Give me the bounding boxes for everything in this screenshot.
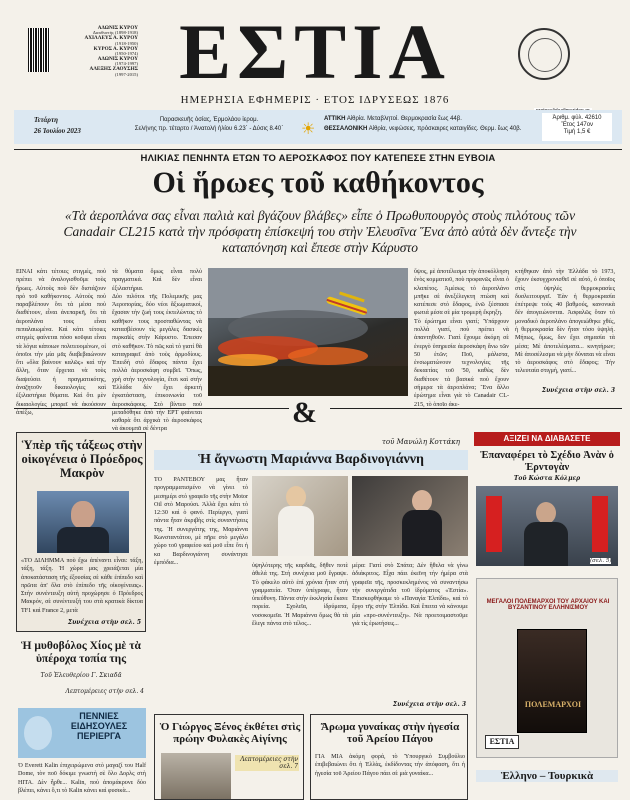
erdogan-title[interactable]: Ἐπαναφέρει τὸ Σχέδιο Ἀνὰν ὁ Ἐρντογὰν <box>480 450 614 473</box>
xenos-continue[interactable]: Λεπτομέρειες στὴν σελ. 7 <box>235 755 299 771</box>
center-byline: τοῦ Μανώλη Κοττάκη <box>382 438 460 446</box>
info-bar <box>14 110 622 144</box>
trivia-text: Ὁ Everett Kalin ἐπιχειρώμενα στὸ μαγαζί του Half Dome, τὸν ποῦ δόκιμε γνωστὴ σὲ ὅλο Δορλς στὴ HITA. Δὲν ἦρθε... Kalin, ποὺ ἀπομάκρυνε δύο βλέπει, κάνει ὅ,τι τὸ Kalin κάνει καὶ φυσικὰ... <box>18 763 146 794</box>
greek-turkish-title[interactable]: Ἑλληνο – Τουρκικὰ <box>476 770 618 782</box>
lead-continue[interactable]: Συνέχεια στὴν σελ. 3 <box>541 387 615 394</box>
book-cover <box>517 629 587 733</box>
book-ad[interactable] <box>476 578 618 758</box>
lead-kicker: ΗΛΙΚΙΑΣ ΠΕΝΗΝΤΑ ΕΤΩΝ ΤΟ ΑΕΡΟΣΚΑΦΟΣ ΠΟΥ ΚΑΤΕΠΕΣΕ ΣΤΗΝ ΕΥΒΟΙΑ <box>140 153 496 164</box>
newspaper-title: ΕΣΤΙΑ <box>179 8 451 95</box>
seal-icon <box>518 28 570 80</box>
calendar-line-1: Παρασκευῆς ὁσίας, Ἑρμολάου ἱερομ. <box>159 117 259 123</box>
weather-thessaloniki: ΘΕΣΣΑΛΟΝΙΚΗ Αἰθρία, νεφώσεις, πρόσκαιρες καταιγίδες. Θερμ. ἕως 40β. <box>324 126 522 132</box>
founder-name: ΑΔΩΝΙΣ ΚΥΡΟΥ <box>97 25 138 31</box>
areios-pagos-box <box>310 714 468 800</box>
issue-number: Ἀριθμ. φύλ. 42610 <box>552 115 602 121</box>
plane-fire-photo <box>208 268 408 396</box>
center-column-1: ΤΟ ΡΑΝΤΕΒΟΥ μας ἦταν προγραμματισμένο νὰ γίνει τὸ μεσημέρι στὸ γραφεῖο τῆς στὴν Motor Oil στὸ Μαρούσι. Ἀλλὰ ἔχει κάτι τὸ 12:30 καὶ ὁ φανό. Περίεργο, γιατὶ πάντα ἦταν ἀκριβὴς στὶς συναντήσεις της. Ἡ συνεργάτης της, Μαριάννα Κωνσταντάτου, μὲ πῆρε στὸ μεγάλο χώρο τοῦ γραφείου καὶ μοῦ εἶπε ὅτι ἡ κα Βαρδινογιάννη συνάντησε ἐμπόδια... <box>154 477 248 566</box>
macron-box <box>16 432 146 632</box>
founder-name: ΚΥΡΟΣ Α. ΚΥΡΟΥ <box>93 45 138 52</box>
interview-photo <box>352 476 468 556</box>
weather-attica: ΑΤΤΙΚΗ Αἰθρία. Μεταβλητοί. Θερμοκρασία ἕως 44β. <box>324 116 462 122</box>
areios-pagos-text: ΓΙΑ ΜΙΑ ἀκόμη φορά, τὸ Ὑπουργικὸ Συμβούλιο ἐπιβεβαιώνει ὅτι ἡ Ἑλλὰς, ἐκδίδοντας τὴν ἀπόφαση, ὅτι ἡ ἡγεσία τοῦ Ἀρείου Πάγου πάει σὲ μιὰ γυναίκα... <box>315 754 465 777</box>
issue-price: Τιμή 1,5 € <box>563 128 591 135</box>
trivia-header <box>18 708 146 758</box>
issue-box <box>542 113 612 141</box>
must-read-label: ΑΞΙΖΕΙ ΝΑ ΔΙΑΒΑΣΕΤΕ <box>503 434 591 443</box>
lead-deck: «Τὰ ἀεροπλάνα σας εἶναι παλιὰ καὶ βγάζουν βλάβες» εἶπε ὁ Πρωθυπουργὸς στοὺς πιλότους τῶν Canadair CL215 κατὰ τὴν πρόσφατη ἐπίσκεψή του στὴν Ἐλευσῖνα Ἕνα ἀπὸ αὐτὰ δὲν ἄντεξε τὴν καταπόνηση καὶ ἔπεσε στὴν Κάρυστο <box>63 208 577 255</box>
sun-icon: ☀ <box>301 119 316 138</box>
xenos-title: Ὁ Γιώργος Ξένος ἐκθέτει στὶς πρώην Φυλακὲς Αἰγίνης <box>159 721 301 746</box>
founder-name: ΑΛΕΞΗΣ ΖΑΟΥΣΗΣ <box>89 66 138 73</box>
center-continue[interactable]: Συνέχεια στὴν σελ. 3 <box>392 701 466 708</box>
founder-name: ΑΧΙΛΛΕΥΣ Α. ΚΥΡΟΥ <box>84 35 138 42</box>
founder-note: (1918-1950) <box>115 40 138 46</box>
founder-note: (1950-1974) <box>115 50 138 56</box>
book-ad-line: ΜΕΓΑΛΟΙ ΠΟΛΕΜΑΡΧΟΙ ΤΟΥ ΑΡΧΑΙΟΥ ΚΑΙ ΒΥΖΑΝΤΙΝΟΥ ΕΛΛΗΝΙΣΜΟΥ <box>486 599 610 611</box>
must-read-banner <box>474 432 620 446</box>
lead-column-2: τὰ θύματα ὅμως εἶναι πολὺ πραγματικά. Καὶ δὲν εἶναι ἐξιλαστήρια. Δύο πιλότοι τῆς Πολεμικῆς μας Ἀεροπορίας, δύο νέοι ἄξιωματικοί, ἔχασαν τὴν ζωή τους ἐκτελώντας τὸ καθῆκον τους προσπαθώντας νὰ κατασβέσουν τὶς μεγάλες δασικὲς πυρκαϊὲς στὴν Κάρυστο. Ἐπεσαν στὸ καθῆκον. Τὸ πῶς καὶ τὸ γιατί θὰ καταγραφεῖ ἀπὸ τοὺς ἁρμοδίους. Ἐπειδὴ στὸ ἔδαφος πάντα ἔχει πολλὰ ἀεροσκάφη συμβεῖ. Ὅπως, χρὴ στὴν τεχνολογία, ἔτσι καὶ στὴν Ἑλλάδα δὲν ἔχει ἀρκετὴ ἐγκατάσταση, ἐπικοινωνία τοῦ ἀεροσκάφους. Στὸ βίντεο ποὺ μεταδόθηκε ἀπὸ τὴν ΕΡΤ φαίνεται καθαρὰ ὅτι ἀρχικὰ τὸ ἀεροσκάφος νὰ ἀκουμπᾶ σὲ δέντρα <box>112 269 202 433</box>
center-title-bar <box>154 450 468 470</box>
lead-headline: Οἱ ἥρωες τοῦ καθήκοντος <box>152 166 484 199</box>
macron-text: «ΤΟ ΔΙΛΗΜΜΑ ποὺ ἔχω ἀπέναντι εἶναι: τάξη, τάξη, τάξη. Ἡ χώρα μας χρειάζεται μία ἀποκατάσταση τῆς ἐξουσίας σὲ κάθε ἐπίπεδο καὶ πρῶτα ἀπ' ὅλα στὸ ἐπίπεδο τῆς οἰκογένειας». Στὴν συνέντευξη αὐτὴ προχώρησε ὁ Πρόεδρος Μακρόν, σὲ συνέντευξή του στὰ κρατικὰ δίκτυα TF1 καὶ France 2, μετὰ <box>21 558 143 614</box>
erdogan-author: Τοῦ Κώστα Κόλμερ <box>513 475 581 482</box>
macron-photo <box>37 491 129 553</box>
ampersand-ornament: & <box>292 396 317 429</box>
erdogan-photo <box>476 486 618 566</box>
book-title: ΠΟΛΕΜΑΡΧΟΙ <box>524 700 582 709</box>
vardinogianni-photo <box>252 476 348 556</box>
center-column-2: ὑψηλότερης τῆς καρδιᾶς, δῆθεν ποτὲ ἀθελά της. Στὴ συνέχεια μοῦ ἔγραψε. Τὸ φάκελο αὐτὸ ἐπί χρόνια ἦταν στὴ γραμματεία. Ὅταν ὑπέγραφε, ἦταν ὑπεύθυνη. Πάντα στὴν ἐκκλησία ἔκανε πορεία. Σχολεῖα, ἰδρύματα, νοσοκομεῖα. Ἡ Μαριάννα ὅμως θὰ τὰ ἔλεγε πάντα στὸ τέλος... <box>252 563 348 627</box>
macron-title: Ὑπὲρ τῆς τάξεως στὴν οἰκογένεια ὁ Πρόεδρος Μακρὸν <box>21 438 143 480</box>
center-column-3: μέρα: Γιατί στὸ Σπάτα; Δὲν ἤθελα νὰ γίνω ἀδιάκριτος. Εἶχα πάει ἐκεῖνη τὴν ἡμέρα στὰ γραφεῖα τῆς, προσκεκλημένος νὰ συναντήσω τὴν συνεργάτιδα τοῦ ἱδρύματος «Ἐστία». Ἐπισκεφθήκαμε τὸ «Παναγία Ἐλπίδα», καὶ τὸ ἔργο τῆς στὴν Ἐλπίδα. Καὶ ἔπειτα νὰ κάνουμε μία «προ-συνέντευξη». Νὰ προετοιμαστοῦμε γιὰ τὶς ἐρωτήσεις... <box>352 563 468 627</box>
center-title: Ἡ ἄγνωστη Μαριάννα Βαρδινογιάννη <box>198 452 424 467</box>
founder-name: ΑΔΩΝΙΣ ΚΥΡΟΥ <box>97 55 138 62</box>
ad-brand: ΕΣΤΙΑ <box>485 735 519 749</box>
founder-note: Διευθυντής (1898-1918) <box>92 30 138 36</box>
erdogan-continue[interactable]: (σελ. 5) <box>590 558 612 564</box>
chios-box <box>16 640 146 702</box>
xenos-box <box>154 714 304 800</box>
lead-column-4: ὕψος, μὲ ἀποτέλεσμα τὴν ἀποκόλληση ἑνὸς κομματιοῦ, ποὺ προφανῶς εἶναι ὁ κλαπέτος. Ἀμέσως τὸ ἀεροπλάνο μπῆκε σὲ ἀνεξέλεγκτη πτώση καὶ κατέπεσε στὸ ἔδαφος, ἐνῶ ξέσπασε φωτιά μέσα σὲ μία τρομερὴ ἔκρηξη. Τὸ ἐρώτημα εἶναι γιατί; Ὑπάρχουν πολλὰ γιατί, ποὺ πρέπει νὰ ἀπαντηθοῦν. Γιατὶ ἔχουμε ἀκόμη σὲ ἐνεργὸ ὑπηρεσία ἀεροσκάφη ἄνω τῶν 50 ἐτῶν; Ποῦ, μάλιστα, ἐνσωματώνουν τεχνολογίες τῆς δεκαετίας τοῦ '50, καθὼς δὲν διαθέτουν τὰ βασικά ποὺ ἔχουν σήμερα τὰ ἀεροπλάνα; Ἕνα ἄλλο ἐρώτημα εἶναι γιὰ τὸ Canadair CL-215, τὸ ὁποῖο ἀκε- <box>414 269 509 408</box>
areios-pagos-title: Ἄρωμα γυναίκας στὴν ἡγεσία τοῦ Ἀρείου Πάγου <box>320 721 460 746</box>
lead-column-1: ΕΙΝΑΙ κάτι τέτοιες στιγμές, ποὺ πρέπει νὰ ἀναλογισθοῦμε τοὺς ἥρωες. Αὐτοὺς ποὺ δὲν διστάζουν πρὸ τοῦ καθήκοντος. Αὐτοὺς ποὺ παραβλέπουν ὅτι τὰ μέσα ποὺ διαθέτουν, εἶναι ἀνεπαρκῆ, ὅτι τὰ ἀεροπλάνα τους εἶναι πεπαλαιωμένα. Καὶ κάτι τέτοιες στιγμὲς φαίνεται πόσο κοῦφια εἶναι τὰ λόγια κάποιων πολιτευομένων, οἱ ὁποῖοι τὴν μία μᾶς διαβεβαιώνουν ὅτι «ὅλα βαίνουν καλῶς» καὶ τὴν ἄλλη, ὅταν ἔρχεται νὰ τοὺς διαψεύσει ἡ πραγματικότης, ἀναζητοῦν δικαιολογίες καὶ ἐξιλαστήρια θύματα. Καὶ ὅτι μὲν δικαιολογίες μπορεῖ νὰ ἀκούσουν ἀπέξω, <box>16 269 106 416</box>
issue-date: 26 Ἰουλίου 2023 <box>34 127 81 135</box>
coin-icon <box>24 716 52 750</box>
xenos-photo <box>161 753 231 799</box>
lead-column-5: κτήθηκαν ἀπὸ τὴν Ἑλλάδα τὸ 1973, ἔχουν ἐκσυγχρονισθεῖ σὲ αὐτό, ὁ ὁποῖος στὶς ὑψηλὲς θερμοκρασίες δυσλειτουργεῖ. Ἐὰν ἡ θερμοκρασία ἐπέτρεψε τοὺς 40 βαθμούς, κανονικὰ δὲν ἀπογειώνονται. Ἀσφαλῶς ὅταν τὸ μοναδικὸ ἀεροπλάνο ἀπογειώθηκε χθές, ἡ θερμοκρασία δὲν ἦταν τόσο ὑψηλή. Μήπως, ὅμως, δεν ἔχει σημασία τὰ μέσα; Μὲ ἀποτελέσματα... κινητήρων; Μὲ ἀποσέλεσμα νὰ μὴν δύναται νὰ εἶναι τὸ ἀεροσκάφος στὸ ἔδαφος; Τὴν τελευταία στιγμή, γιατί... <box>515 269 615 375</box>
founders-list <box>18 26 138 77</box>
calendar-line-2: Σελήνης πρ. τέταρτο / Ἀνατολή ἡλίου 6.23΄ - Δύσις 8.40΄ <box>134 126 284 132</box>
founder-note: (1997-2015) <box>115 71 138 77</box>
chios-continue[interactable]: Λεπτομέρειες στὴν σελ. 4 <box>65 688 144 695</box>
newspaper-subtitle: ΗΜΕΡΗΣΙΑ ΕΦΗΜΕΡΙΣ · ΕΤΟΣ ΙΔΡΥΣΕΩΣ 1876 <box>180 94 450 106</box>
macron-continue[interactable]: Συνέχεια στὴν σελ. 5 <box>67 619 141 626</box>
trivia-title: ΠΕΝΝΙΕΣ ΕΙΔΗΣΟΥΛΕΣ ΠΕΡΙΕΡΓΑ <box>70 711 128 741</box>
chios-title: Ἡ μυθοβόλος Χίος μὲ τὰ ὑπέροχα τοπία της <box>21 640 141 665</box>
issue-day: Τετάρτη <box>34 116 58 124</box>
chios-author: Τοῦ Ἐλευθερίου Γ. Σκιαδᾶ <box>40 672 122 679</box>
founder-note: (1974-1997) <box>115 61 138 67</box>
issue-year: Ἔτος 147ον <box>560 121 594 128</box>
